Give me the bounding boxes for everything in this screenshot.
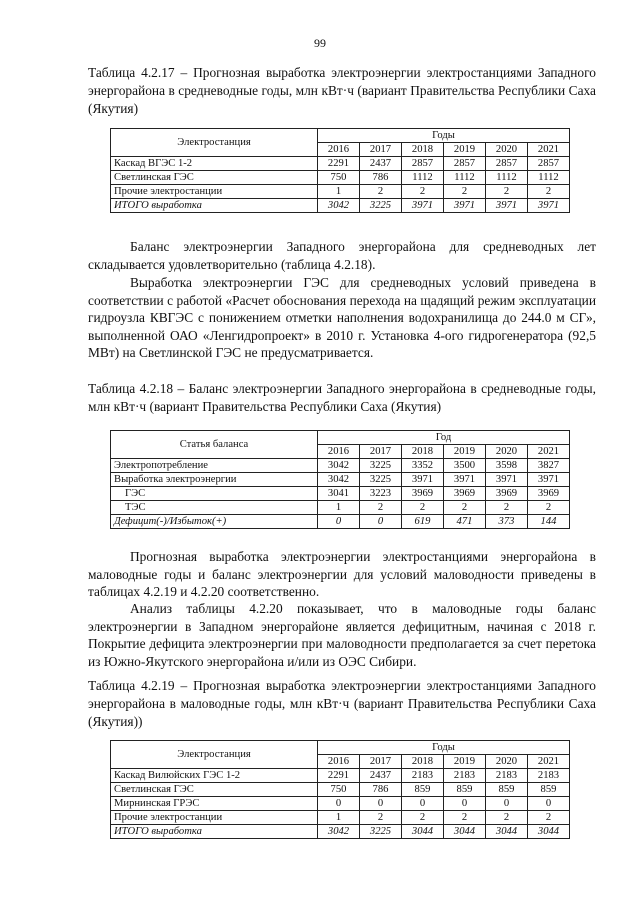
year-header: 2021 [528,445,570,459]
cell: 3969 [528,487,570,501]
cell: 3042 [318,825,360,839]
cell: 471 [444,515,486,529]
row-label: Мирнинская ГРЭС [111,797,318,811]
cell: 2 [528,811,570,825]
table-row [111,811,570,825]
table-4-2-18 [110,430,570,529]
cell: 2 [402,185,444,199]
year-header: 2021 [528,755,570,769]
table-4-2-19 [110,740,570,839]
year-header: 2020 [486,755,528,769]
cell: 750 [318,783,360,797]
row-label: ГЭС [111,487,318,501]
cell: 3500 [444,459,486,473]
table-row [111,783,570,797]
row-label: ТЭС [111,501,318,515]
cell: 2183 [444,769,486,783]
table-group-header: Год [318,431,570,445]
cell: 2 [402,811,444,825]
cell: 2 [528,185,570,199]
year-header: 2017 [360,445,402,459]
year-header: 2017 [360,143,402,157]
cell: 373 [486,515,528,529]
cell: 1112 [528,171,570,185]
cell: 2 [486,501,528,515]
cell: 2 [528,501,570,515]
cell: 144 [528,515,570,529]
cell: 2183 [402,769,444,783]
cell: 859 [444,783,486,797]
row-label: Светлинская ГЭС [111,171,318,185]
table-row-header: Электростанция [111,129,318,157]
cell: 0 [444,797,486,811]
cell: 859 [486,783,528,797]
year-header: 2017 [360,755,402,769]
row-label: Каскад ВГЭС 1-2 [111,157,318,171]
cell: 3971 [528,199,570,213]
cell: 3225 [360,825,402,839]
cell: 619 [402,515,444,529]
cell: 0 [528,797,570,811]
cell: 2857 [402,157,444,171]
table-row [111,157,570,171]
cell: 3971 [444,473,486,487]
paragraph: Баланс электроэнергии Западного энергорайона для средневодных лет складывается удовлетворительно (таблица 4.2.18). [88,239,596,272]
cell: 2 [360,501,402,515]
cell: 2857 [486,157,528,171]
table-row [111,459,570,473]
row-label: Каскад Вилюйских ГЭС 1-2 [111,769,318,783]
year-header: 2018 [402,143,444,157]
cell: 3042 [318,473,360,487]
year-header: 2019 [444,143,486,157]
table-row [111,501,570,515]
year-header: 2016 [318,143,360,157]
cell: 2 [486,185,528,199]
cell: 3223 [360,487,402,501]
cell: 859 [528,783,570,797]
cell: 3827 [528,459,570,473]
year-header: 2020 [486,143,528,157]
cell: 3225 [360,459,402,473]
cell: 1 [318,185,360,199]
paragraph: Выработка электроэнергии ГЭС для средневодных условий приведена в соответствии с работой «Расчет обоснования перехода на щадящий режим эксплуатации гидроузла КВГЭС с понижением отметки наполнения водохранилища до 244.0 м СГ», выполненной ОАО «Ленгидропроект» в 2010 г. Установка 4-ого гидрогенератора (92,5 МВт) на Светлинской ГЭС не предусматривается. [88,275,596,361]
cell: 3044 [402,825,444,839]
table-row-total [111,199,570,213]
table-row [111,487,570,501]
table-row [111,185,570,199]
cell: 2291 [318,769,360,783]
table-row [111,473,570,487]
cell: 2183 [486,769,528,783]
cell: 0 [360,515,402,529]
table-group-header: Годы [318,741,570,755]
cell: 1112 [486,171,528,185]
table-row-total [111,515,570,529]
cell: 0 [318,515,360,529]
table-4-2-18-caption: Таблица 4.2.18 – Баланс электроэнергии Западного энергорайона в средневодные годы, млн кВт·ч (вариант Правительства Республики Саха (Якутия) [88,381,596,414]
cell: 1 [318,501,360,515]
cell: 0 [318,797,360,811]
cell: 2 [486,811,528,825]
cell: 2 [402,501,444,515]
cell: 2 [360,185,402,199]
paragraph: Прогнозная выработка электроэнергии электростанциями энергорайона в маловодные годы и баланс электроэнергии для условий маловодности приведены в таблицах 4.2.19 и 4.2.20 соответственно. [88,549,596,600]
cell: 2 [360,811,402,825]
cell: 3971 [402,199,444,213]
cell: 3044 [444,825,486,839]
row-label: Выработка электроэнергии [111,473,318,487]
row-label: Прочие электростанции [111,185,318,199]
year-header: 2018 [402,755,444,769]
cell: 2437 [360,769,402,783]
cell: 1112 [402,171,444,185]
cell: 0 [486,797,528,811]
cell: 750 [318,171,360,185]
cell: 3971 [402,473,444,487]
cell: 3042 [318,459,360,473]
cell: 859 [402,783,444,797]
cell: 2183 [528,769,570,783]
row-label: Электропотребление [111,459,318,473]
year-header: 2018 [402,445,444,459]
row-label: ИТОГО выработка [111,199,318,213]
cell: 3352 [402,459,444,473]
table-row-header: Статья баланса [111,431,318,459]
table-row [111,797,570,811]
cell: 1 [318,811,360,825]
table-row [111,769,570,783]
cell: 2 [444,185,486,199]
row-label: Светлинская ГЭС [111,783,318,797]
year-header: 2016 [318,445,360,459]
cell: 2291 [318,157,360,171]
cell: 3044 [528,825,570,839]
cell: 3971 [528,473,570,487]
cell: 0 [360,797,402,811]
cell: 3969 [444,487,486,501]
cell: 3042 [318,199,360,213]
cell: 2 [444,811,486,825]
row-label: Дефицит(-)/Избыток(+) [111,515,318,529]
table-group-header: Годы [318,129,570,143]
table-4-2-19-caption: Таблица 4.2.19 – Прогнозная выработка электроэнергии электростанциями Западного энергорайона в маловодные годы, млн кВт·ч (вариант Правительства Республики Саха (Якутия)) [88,678,596,729]
cell: 2 [444,501,486,515]
cell: 786 [360,171,402,185]
cell: 3971 [486,199,528,213]
cell: 2437 [360,157,402,171]
row-label: Прочие электростанции [111,811,318,825]
year-header: 2020 [486,445,528,459]
cell: 3969 [486,487,528,501]
cell: 0 [402,797,444,811]
cell: 1112 [444,171,486,185]
table-row-total [111,825,570,839]
table-row-header: Электростанция [111,741,318,769]
cell: 2857 [528,157,570,171]
cell: 3598 [486,459,528,473]
year-header: 2021 [528,143,570,157]
cell: 786 [360,783,402,797]
table-row [111,171,570,185]
cell: 2857 [444,157,486,171]
cell: 3969 [402,487,444,501]
year-header: 2019 [444,445,486,459]
paragraph: Анализ таблицы 4.2.20 показывает, что в маловодные годы баланс электроэнергии в Западном энергорайоне является дефицитным, начиная с 2018 г. Покрытие дефицита электроэнергии при маловодности предполагается за счет перетока из Южно-Якутского энергорайона и/или из ОЭС Сибири. [88,601,596,669]
year-header: 2016 [318,755,360,769]
cell: 3044 [486,825,528,839]
cell: 3971 [444,199,486,213]
table-4-2-17 [110,128,570,213]
page-number: 99 [314,36,326,50]
cell: 3225 [360,473,402,487]
cell: 3971 [486,473,528,487]
row-label: ИТОГО выработка [111,825,318,839]
year-header: 2019 [444,755,486,769]
cell: 3225 [360,199,402,213]
cell: 3041 [318,487,360,501]
table-4-2-17-caption: Таблица 4.2.17 – Прогнозная выработка электроэнергии электростанциями Западного энергорайона в средневодные годы, млн кВт·ч (вариант Правительства Республики Саха (Якутия) [88,65,596,116]
